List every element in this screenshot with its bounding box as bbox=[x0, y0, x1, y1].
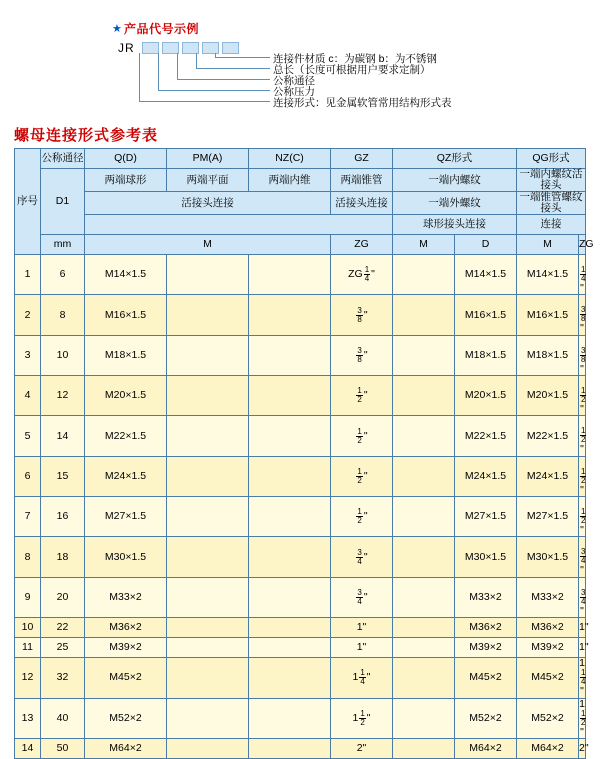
cell-q-thread: M52×2 bbox=[85, 698, 167, 739]
cell-qg-zg: 1 $\frac{1}{2}$ " bbox=[579, 697, 586, 738]
legend-length: 总长（长度可根据用户要求定制） bbox=[273, 64, 431, 76]
cell-qz-d: M52×2 bbox=[455, 698, 517, 739]
cell-qz-m bbox=[393, 456, 455, 496]
cell-qz-d: M39×2 bbox=[455, 638, 517, 658]
cell-seq: 10 bbox=[15, 618, 41, 638]
cell-qz-m bbox=[393, 335, 455, 375]
cell-qz-d: M30×1.5 bbox=[455, 537, 517, 577]
cell-seq: 3 bbox=[15, 335, 41, 375]
cell-seq: 7 bbox=[15, 497, 41, 537]
code-box-5 bbox=[222, 42, 239, 54]
cell-nominal-diameter: 6 bbox=[41, 255, 85, 295]
cell-q-thread: M27×1.5 bbox=[85, 497, 167, 537]
cell-nominal-diameter: 32 bbox=[41, 658, 85, 699]
cell-q-thread: M36×2 bbox=[85, 618, 167, 638]
header-code-qz: QZ形式 bbox=[393, 149, 517, 169]
header-seq: 序号 bbox=[15, 149, 41, 255]
cell-gz-thread: $\frac{1}{2}$ " bbox=[331, 376, 393, 416]
cell-qz-d: M16×1.5 bbox=[455, 295, 517, 335]
cell-nz-thread bbox=[249, 376, 331, 416]
table-row bbox=[15, 537, 586, 577]
cell-gz-thread: 1 $\frac{1}{4}$ " bbox=[331, 658, 393, 699]
cell-pm-thread bbox=[167, 497, 249, 537]
cell-nominal-diameter: 8 bbox=[41, 295, 85, 335]
cell-pm-thread bbox=[167, 638, 249, 658]
cell-gz-thread: 1" bbox=[331, 638, 393, 658]
cell-qg-zg: $\frac{1}{2}$ " bbox=[579, 416, 586, 456]
cell-qg-m: M39×2 bbox=[517, 638, 579, 658]
code-box-1 bbox=[142, 42, 159, 54]
legend-nominal-pressure: 公称压力 bbox=[273, 86, 315, 98]
table-row bbox=[15, 255, 586, 295]
header-union-connection: 活接头连接 bbox=[85, 192, 331, 215]
cell-q-thread: M18×1.5 bbox=[85, 335, 167, 375]
cell-nz-thread bbox=[249, 537, 331, 577]
cell-qz-d: M24×1.5 bbox=[455, 456, 517, 496]
cell-nominal-diameter: 12 bbox=[41, 376, 85, 416]
cell-qg-m: M30×1.5 bbox=[517, 537, 579, 577]
leader-h-3 bbox=[177, 79, 270, 80]
cell-qz-d: M20×1.5 bbox=[455, 376, 517, 416]
cell-qz-m bbox=[393, 537, 455, 577]
cell-gz-thread: $\frac{3}{8}$ " bbox=[331, 295, 393, 335]
header-code-nz: NZ(C) bbox=[249, 149, 331, 169]
cell-pm-thread bbox=[167, 255, 249, 295]
cell-qg-m: M14×1.5 bbox=[517, 255, 579, 295]
cell-nominal-diameter: 20 bbox=[41, 577, 85, 617]
nut-connection-table bbox=[14, 148, 594, 759]
cell-q-thread: M14×1.5 bbox=[85, 255, 167, 295]
table-row bbox=[15, 497, 586, 537]
leader-v-3 bbox=[177, 53, 178, 79]
cell-qz-d: M18×1.5 bbox=[455, 335, 517, 375]
legend-connection-type: 连接形式：见金属软管常用结构形式表 bbox=[273, 97, 452, 109]
header-code-q: Q(D) bbox=[85, 149, 167, 169]
cell-qg-m: M27×1.5 bbox=[517, 497, 579, 537]
cell-q-thread: M16×1.5 bbox=[85, 295, 167, 335]
cell-qz-d: M33×2 bbox=[455, 577, 517, 617]
cell-nz-thread bbox=[249, 497, 331, 537]
cell-gz-thread: $\frac{1}{2}$ " bbox=[331, 416, 393, 456]
cell-nz-thread bbox=[249, 698, 331, 739]
header-blank-row4 bbox=[85, 215, 393, 235]
cell-pm-thread bbox=[167, 739, 249, 759]
table-header-row-connection bbox=[15, 192, 586, 215]
cell-gz-thread: $\frac{3}{4}$ " bbox=[331, 537, 393, 577]
header-unit-mm: mm bbox=[41, 235, 85, 255]
cell-gz-thread: 1 $\frac{1}{2}$ " bbox=[331, 698, 393, 739]
product-code-prefix: JR bbox=[118, 41, 135, 55]
section-title: 螺母连接形式参考表 bbox=[14, 127, 159, 144]
cell-qg-m: M52×2 bbox=[517, 698, 579, 739]
cell-gz-thread: ZG $\frac{1}{4}$ " bbox=[331, 255, 393, 295]
cell-nominal-diameter: 40 bbox=[41, 698, 85, 739]
header-thread-m-left: M bbox=[85, 235, 331, 255]
cell-q-thread: M20×1.5 bbox=[85, 376, 167, 416]
table-row bbox=[15, 376, 586, 416]
header-thread-zg-qg: ZG bbox=[579, 235, 586, 255]
cell-nz-thread bbox=[249, 335, 331, 375]
header-qg-taper-thread: 一端锥管螺纹接头 bbox=[517, 192, 586, 215]
table-row bbox=[15, 658, 586, 699]
cell-qz-d: M14×1.5 bbox=[455, 255, 517, 295]
cell-qz-m bbox=[393, 658, 455, 699]
cell-seq: 1 bbox=[15, 255, 41, 295]
cell-nz-thread bbox=[249, 638, 331, 658]
leader-v-1 bbox=[139, 53, 140, 101]
header-end-gz: 两端锥管 bbox=[331, 169, 393, 192]
cell-qz-d: M27×1.5 bbox=[455, 497, 517, 537]
cell-gz-thread: $\frac{1}{2}$ " bbox=[331, 497, 393, 537]
header-qg-connection: 连接 bbox=[517, 215, 586, 235]
cell-qg-zg: $\frac{3}{8}$ " bbox=[579, 335, 586, 375]
table-row bbox=[15, 739, 586, 759]
cell-qz-m bbox=[393, 698, 455, 739]
cell-nominal-diameter: 14 bbox=[41, 416, 85, 456]
cell-nz-thread bbox=[249, 456, 331, 496]
table-row bbox=[15, 577, 586, 617]
cell-qg-m: M33×2 bbox=[517, 577, 579, 617]
cell-qz-m bbox=[393, 638, 455, 658]
cell-seq: 11 bbox=[15, 638, 41, 658]
cell-q-thread: M24×1.5 bbox=[85, 456, 167, 496]
cell-nz-thread bbox=[249, 416, 331, 456]
header-end-nz: 两端内维 bbox=[249, 169, 331, 192]
header-code-qg: QG形式 bbox=[517, 149, 586, 169]
cell-qg-zg: 1" bbox=[579, 618, 586, 638]
header-end-q: 两端球形 bbox=[85, 169, 167, 192]
header-end-qg: 一端内螺纹活接头 bbox=[517, 169, 586, 192]
cell-qg-m: M45×2 bbox=[517, 658, 579, 699]
leader-h-5 bbox=[215, 57, 270, 58]
cell-seq: 4 bbox=[15, 376, 41, 416]
cell-seq: 9 bbox=[15, 577, 41, 617]
cell-nz-thread bbox=[249, 658, 331, 699]
table-row bbox=[15, 638, 586, 658]
cell-qg-zg: $\frac{3}{4}$ " bbox=[579, 577, 586, 617]
header-dn-label: 公称通径 bbox=[41, 149, 85, 169]
code-box-4 bbox=[202, 42, 219, 54]
cell-gz-thread: $\frac{3}{4}$ " bbox=[331, 577, 393, 617]
cell-q-thread: M22×1.5 bbox=[85, 416, 167, 456]
cell-q-thread: M33×2 bbox=[85, 577, 167, 617]
cell-seq: 6 bbox=[15, 456, 41, 496]
cell-pm-thread bbox=[167, 537, 249, 577]
table-header-row-ball-joint bbox=[15, 215, 586, 235]
cell-pm-thread bbox=[167, 456, 249, 496]
cell-pm-thread bbox=[167, 698, 249, 739]
legend-material: 连接件材质 c：为碳钢 b：为不锈钢 bbox=[273, 53, 437, 65]
cell-gz-thread: 1" bbox=[331, 618, 393, 638]
cell-qg-m: M20×1.5 bbox=[517, 376, 579, 416]
header-thread-d-qz: D bbox=[455, 235, 517, 255]
cell-nz-thread bbox=[249, 577, 331, 617]
cell-qg-m: M18×1.5 bbox=[517, 335, 579, 375]
product-code-example bbox=[0, 0, 600, 112]
cell-q-thread: M64×2 bbox=[85, 739, 167, 759]
cell-nominal-diameter: 25 bbox=[41, 638, 85, 658]
cell-qz-m bbox=[393, 295, 455, 335]
cell-pm-thread bbox=[167, 577, 249, 617]
cell-nz-thread bbox=[249, 295, 331, 335]
header-code-pm: PM(A) bbox=[167, 149, 249, 169]
cell-pm-thread bbox=[167, 295, 249, 335]
table-row bbox=[15, 618, 586, 638]
legend-nominal-diameter: 公称通径 bbox=[273, 75, 315, 87]
leader-h-4 bbox=[196, 68, 270, 69]
table-row bbox=[15, 698, 586, 739]
header-thread-m-qg: M bbox=[517, 235, 579, 255]
cell-qz-d: M22×1.5 bbox=[455, 416, 517, 456]
header-code-gz: GZ bbox=[331, 149, 393, 169]
cell-qz-d: M45×2 bbox=[455, 658, 517, 699]
cell-q-thread: M30×1.5 bbox=[85, 537, 167, 577]
table-header-row-ends bbox=[15, 169, 586, 192]
leader-h-2 bbox=[158, 90, 270, 91]
cell-qz-m bbox=[393, 376, 455, 416]
cell-nominal-diameter: 10 bbox=[41, 335, 85, 375]
header-thread-zg-gz: ZG bbox=[331, 235, 393, 255]
cell-qg-m: M16×1.5 bbox=[517, 295, 579, 335]
cell-nz-thread bbox=[249, 739, 331, 759]
table-row bbox=[15, 416, 586, 456]
cell-qg-m: M36×2 bbox=[517, 618, 579, 638]
cell-qz-d: M36×2 bbox=[455, 618, 517, 638]
table-header-row-codes bbox=[15, 149, 586, 169]
cell-gz-thread: $\frac{1}{2}$ " bbox=[331, 456, 393, 496]
leader-h-1 bbox=[139, 101, 270, 102]
cell-pm-thread bbox=[167, 658, 249, 699]
cell-qg-zg: $\frac{1}{2}$ " bbox=[579, 376, 586, 416]
header-end-qz: 一端内螺纹 bbox=[393, 169, 517, 192]
star-icon: ★ bbox=[112, 23, 122, 35]
cell-pm-thread bbox=[167, 335, 249, 375]
cell-qz-m bbox=[393, 416, 455, 456]
cell-qg-zg: 1 $\frac{1}{4}$ " bbox=[579, 657, 586, 698]
leader-v-2 bbox=[158, 53, 159, 90]
cell-pm-thread bbox=[167, 618, 249, 638]
cell-qg-m: M64×2 bbox=[517, 739, 579, 759]
cell-pm-thread bbox=[167, 416, 249, 456]
cell-qz-m bbox=[393, 497, 455, 537]
cell-pm-thread bbox=[167, 376, 249, 416]
header-end-pm: 两端平面 bbox=[167, 169, 249, 192]
cell-seq: 14 bbox=[15, 739, 41, 759]
cell-qg-zg: 1" bbox=[579, 638, 586, 658]
cell-seq: 8 bbox=[15, 537, 41, 577]
cell-qg-zg: $\frac{1}{2}$ " bbox=[579, 456, 586, 496]
cell-seq: 13 bbox=[15, 698, 41, 739]
table-row bbox=[15, 295, 586, 335]
cell-q-thread: M45×2 bbox=[85, 658, 167, 699]
cell-gz-thread: 2" bbox=[331, 739, 393, 759]
cell-qg-m: M24×1.5 bbox=[517, 456, 579, 496]
cell-gz-thread: $\frac{3}{8}$ " bbox=[331, 335, 393, 375]
cell-nz-thread bbox=[249, 618, 331, 638]
cell-nominal-diameter: 16 bbox=[41, 497, 85, 537]
table-header-row-units bbox=[15, 235, 586, 255]
cell-qg-zg: $\frac{3}{4}$ " bbox=[579, 537, 586, 577]
header-thread-m-qz: M bbox=[393, 235, 455, 255]
cell-q-thread: M39×2 bbox=[85, 638, 167, 658]
table-row bbox=[15, 335, 586, 375]
code-boxes bbox=[142, 42, 242, 57]
cell-qz-m bbox=[393, 255, 455, 295]
cell-qg-m: M22×1.5 bbox=[517, 416, 579, 456]
cell-qg-zg: 2" bbox=[579, 739, 586, 759]
header-qz-ball-joint: 球形接头连接 bbox=[393, 215, 517, 235]
product-code-title: 产品代号示例 bbox=[124, 22, 200, 36]
cell-qz-m bbox=[393, 577, 455, 617]
cell-qg-zg: $\frac{3}{8}$ " bbox=[579, 295, 586, 335]
cell-qg-zg: $\frac{1}{2}$ " bbox=[579, 497, 586, 537]
table-body bbox=[15, 255, 589, 759]
cell-nominal-diameter: 15 bbox=[41, 456, 85, 496]
header-qz-external-thread: 一端外螺纹 bbox=[393, 192, 517, 215]
cell-nominal-diameter: 22 bbox=[41, 618, 85, 638]
cell-nominal-diameter: 18 bbox=[41, 537, 85, 577]
cell-nz-thread bbox=[249, 255, 331, 295]
header-union-connection-gz: 活接头连接 bbox=[331, 192, 393, 215]
header-d1: D1 bbox=[41, 169, 85, 235]
cell-seq: 5 bbox=[15, 416, 41, 456]
leader-v-4 bbox=[196, 53, 197, 68]
cell-qz-d: M64×2 bbox=[455, 739, 517, 759]
cell-qg-zg: $\frac{1}{4}$ " bbox=[579, 255, 586, 295]
table-row bbox=[15, 456, 586, 496]
cell-qz-m bbox=[393, 739, 455, 759]
cell-qz-m bbox=[393, 618, 455, 638]
cell-nominal-diameter: 50 bbox=[41, 739, 85, 759]
cell-seq: 12 bbox=[15, 658, 41, 699]
cell-seq: 2 bbox=[15, 295, 41, 335]
